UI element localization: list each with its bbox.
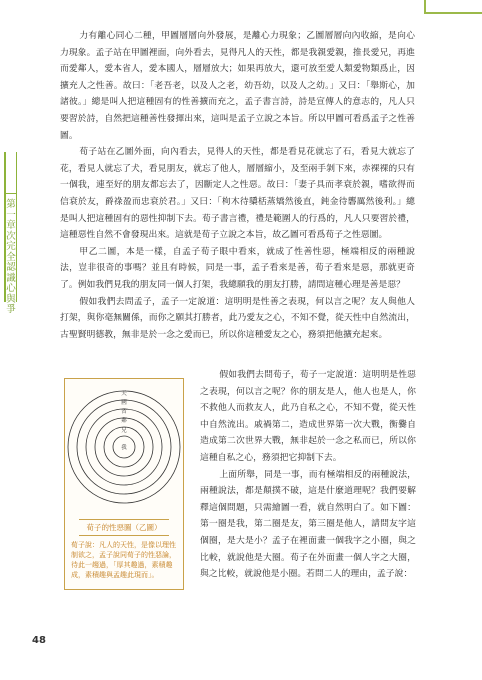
figure-title: 荀子的性惡圖（乙圖） [79, 519, 169, 536]
ring-label-3: 省 [121, 409, 127, 415]
corner-frame-top [424, 0, 482, 14]
ring-label-4: 鄰 [121, 418, 127, 424]
paragraph-4: 假如我們去問孟子，孟子一定說道：這明明是性善之表現，何以言之呢？友人與他人打架，與你毫無關係，而你之願其打勝者，此乃愛友之心，不知不覺，從天性中自然流出，古聖賢明德教，無非是於一念之愛而已，所以你這種愛友之心，務須把他擴充起來。 [60, 296, 415, 340]
ring-label-1: 天 [121, 391, 127, 397]
ring-label-2: 國 [121, 400, 127, 406]
paragraph-5: 假如我們去問荀子，荀子一定說道：這明明是性惡之表現，何以言之呢？你的朋友是人，他人也是人，你不救他人而救友人，此乃自私之心，不知不覺，從天性中自然流出。戚禍第二，造成世界第一次大戰，衡爨自造成第二次世界大戰，無非起於一念之私而已，所以你這種自私之心，務須把它抑制下去。 [200, 370, 416, 463]
page-number: 48 [32, 635, 46, 646]
right-text-column [200, 367, 416, 583]
chapter-side-label: 第一章 次完全認識心與爭 [6, 199, 16, 315]
concentric-rings-diagram [65, 379, 185, 519]
main-text [60, 28, 415, 343]
paragraph-2: 荀子站在乙圖外面，向內看去，見得人的天性，都是看見花就忘了石，看見大就忘了花，看見人就忘了犬，看見朋友，就忘了他人，層層縮小，及至兩手剝下來，赤裸裸的只有一個我，連至好的朋友都忘去了，因斷定人之性惡。故曰：「妻子具而孝衰於親，嗜欲得而信衰於友，爵祿盈而忠衰於君。」又曰：「枸木待櫽栝蒸矯然後直，鈍金待礱厲然後利。」總是叫人把這種固有的惡性抑制下去。荀子書言禮，禮是範圍人的行爲的，凡人只要習於禮，這種惡性自然不會發現出來。這就是荀子立說之本旨，故乙圖可看爲荀子之性惡圖。 [60, 147, 415, 241]
paragraph-1: 力有離心同心二種，甲圖層層向外發展，是離心力現象；乙圖層層向內收縮，是向心力現象。孟子站在甲圖裡面，向外看去，見得凡人的天性，都是我親愛親，推長愛兄，再進而愛鄰人，愛本省人，愛本國人，層層放大；如果再放大，還可放至愛人類愛物類爲止，因擴充人之性善。故曰：「老吾老，以及人之老，幼吾幼，以及人之幼。」又曰：「舉斯心，加諸彼。」總是叫人把這種固有的性善擴而充之，孟子書言詩，詩是宣傳人的意志的，凡人只要習於詩，自然把這種善性發揮出來，這叫是孟子立說之本旨。所以甲圖可看爲孟子之性善圖。 [60, 31, 415, 141]
paragraph-6: 上面所舉，同是一事，而有極端相反的兩種說法，兩種說法，都是顛撲不破，這是什麼道理呢？我們要解釋這個問題，只需繪圖一看，就自然明白了。如下圖：第一圈是我，第二圈是友，第三圈是他人，請問友字這個圈，是大是小？孟子在裡面畫一個我字之小圈，與之比較，就說他是大圈。荀子在外面畫一個人字之大圈，與之比較，就說他是小圈。若問二人的理由，孟子說： [200, 469, 416, 580]
ring-label-5: 兄 [121, 428, 127, 434]
figure-caption: 荀子說：凡人的天性，是像以理性制欲之，孟子說同荀子的性惡論，待此一趨過，「厚其趣過，素積趣成，素積趣與孟趣此現而」。 [71, 541, 176, 579]
paragraph-3: 甲乙二圖，本是一樣，自孟子荀子眼中看來，就成了性善性惡，極端相反的兩種說法，豈非很奇的事嗎？並且有時候，同是一事，孟子看來是善，荀子看來是惡，那就更奇了。例如我們見我的朋友同一個人打架，我總願我的朋友打勝，請問這種心理是善是惡？ [60, 246, 415, 290]
side-tab-divider [6, 193, 16, 194]
ring-label-6: 我 [121, 445, 127, 451]
concentric-circle-figure [64, 378, 184, 590]
